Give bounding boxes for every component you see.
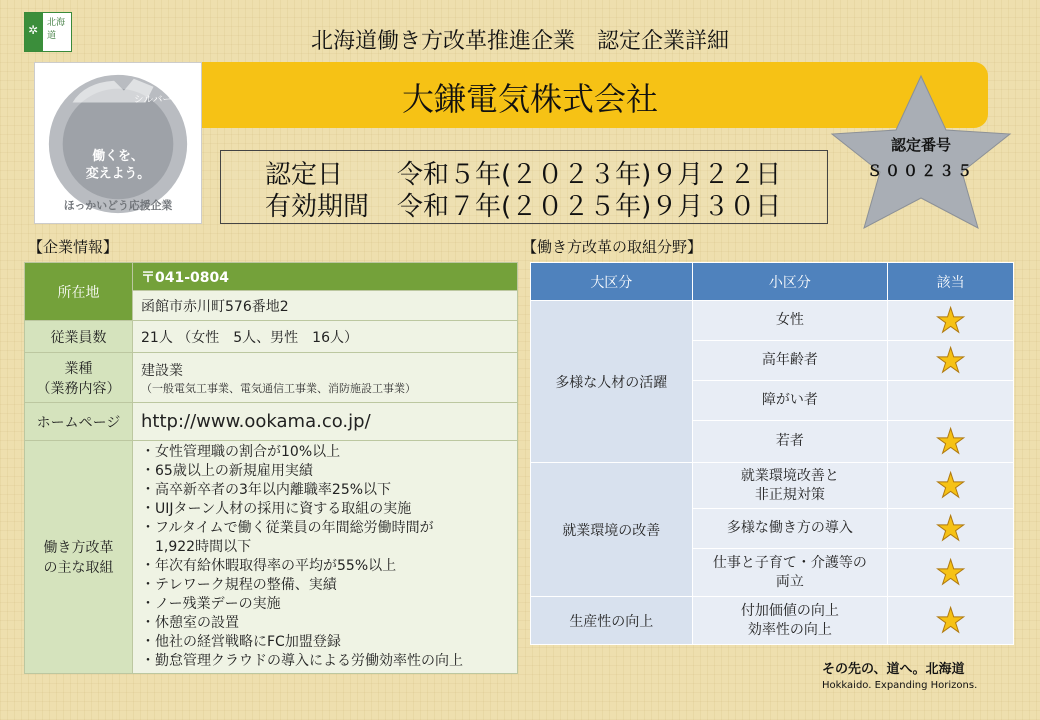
- mark-cell: [888, 597, 1014, 645]
- flag-icon: ✲: [25, 13, 43, 51]
- initiatives-label: [25, 441, 133, 674]
- page-title: 北海道働き方改革推進企業 認定企業詳細: [310, 29, 729, 54]
- minor-row-label: 多様な働き方の導入: [692, 509, 888, 549]
- mark-cell: [888, 509, 1014, 549]
- major-diverse-talent: 多様な人材の活躍: [531, 301, 693, 463]
- initiative-item: ・女性管理職の割合が10%以上: [141, 444, 341, 460]
- industry-label-1: 業種: [64, 360, 93, 377]
- cert-number-badge: [818, 72, 1024, 232]
- silver-emblem: [34, 62, 202, 224]
- col-mark: 該当: [888, 263, 1014, 301]
- industry-label-2: （業務内容）: [36, 380, 121, 397]
- minor-row-label: 障がい者: [692, 381, 888, 421]
- star-icon: ★: [935, 465, 966, 506]
- minor-row-label: 付加価値の向上 効率性の向上: [692, 597, 888, 645]
- initiative-item: ・勤怠管理クラウドの導入による労働効率性の向上: [141, 653, 463, 669]
- emblem-center-text-1: 働くを、: [92, 148, 144, 164]
- initiative-item: ・フルタイムで働く従業員の年間総労働時間が: [141, 520, 434, 536]
- address: 函館市赤川町576番地2: [133, 291, 518, 321]
- mark-cell: [888, 463, 1014, 509]
- emblem-top-text: シルバー: [133, 94, 173, 106]
- major-productivity: 生産性の向上: [531, 597, 693, 645]
- initiative-item: ・ノー残業デーの実施: [141, 596, 281, 612]
- industry-detail: （一般電気工事業、電気通信工事業、消防施設工事業）: [141, 381, 416, 395]
- employees-value: 21人 （女性 5人、男性 16人）: [133, 321, 518, 353]
- location-label: 所在地: [25, 263, 133, 321]
- cert-number-label: 認定番号: [890, 136, 951, 154]
- minor-row-label: 仕事と子育て・介護等の 両立: [692, 549, 888, 597]
- mark-cell: [888, 549, 1014, 597]
- star-icon: ★: [935, 508, 966, 549]
- industry-value-cell: [133, 353, 518, 403]
- emblem-bottom-text: ほっかいどう応援企業: [63, 199, 173, 213]
- logo-label: 北海道: [47, 18, 66, 41]
- initiatives-label-2: の主な取組: [43, 560, 114, 576]
- industry-value: 建設業: [141, 362, 183, 379]
- cert-number-value: Ｓ００２３５: [866, 162, 975, 180]
- company-info-table: [24, 262, 518, 674]
- initiative-item: ・高卒新卒者の3年以内離職率25%以下: [141, 482, 392, 498]
- star-icon: ★: [935, 552, 966, 593]
- certification-box: [220, 150, 828, 224]
- minor-row-label: 高年齢者: [692, 341, 888, 381]
- minor-row-label: 女性: [692, 301, 888, 341]
- initiative-item: 1,922時間以下: [155, 539, 252, 555]
- emblem-center-text-2: 変えよう。: [85, 166, 151, 182]
- initiatives-label-1: 働き方改革: [43, 540, 114, 556]
- homepage-label: ホームページ: [25, 403, 133, 441]
- cert-valid-row: [265, 186, 781, 223]
- mark-cell: [888, 301, 1014, 341]
- initiatives-cell: [133, 441, 518, 674]
- initiative-item: ・65歳以上の新規雇用実績: [141, 463, 313, 479]
- cert-date-label: 認定日: [265, 160, 344, 190]
- footer-english: Hokkaido. Expanding Horizons.: [822, 680, 978, 691]
- major-work-environment: 就業環境の改善: [531, 463, 693, 597]
- initiative-item: ・テレワーク規程の整備、実績: [141, 577, 337, 593]
- star-icon: ★: [935, 600, 966, 641]
- work-reform-table: [530, 262, 1014, 645]
- company-name: 大鎌電気株式会社: [401, 80, 658, 118]
- mark-cell: [888, 341, 1014, 381]
- star-icon: ★: [935, 421, 966, 462]
- employees-label: 従業員数: [25, 321, 133, 353]
- initiatives-list: [141, 441, 517, 673]
- cert-valid-value: 令和７年(２０２５年)９月３０日: [397, 192, 782, 222]
- initiative-item: ・年次有給休暇取得率の平均が55%以上: [141, 558, 397, 574]
- cert-date-value: 令和５年(２０２３年)９月２２日: [397, 160, 782, 190]
- initiative-item: ・UIJターン人材の採用に資する取組の実施: [141, 501, 412, 517]
- minor-row-label: 就業環境改善と 非正規対策: [692, 463, 888, 509]
- cert-valid-label: 有効期間: [265, 192, 370, 222]
- footer-slogan: その先の、道へ。北海道: [822, 662, 965, 677]
- star-icon: ★: [935, 300, 966, 341]
- star-icon: ★: [935, 340, 966, 381]
- mark-cell: [888, 381, 1014, 421]
- initiative-item: ・他社の経営戦略にFC加盟登録: [141, 634, 341, 650]
- col-minor: 小区分: [692, 263, 888, 301]
- minor-row-label: 若者: [692, 421, 888, 463]
- col-major: 大区分: [531, 263, 693, 301]
- industry-label: [25, 353, 133, 403]
- initiative-item: ・休憩室の設置: [141, 615, 239, 631]
- work-reform-heading: 【働き方改革の取組分野】: [522, 238, 703, 256]
- mark-cell: [888, 421, 1014, 463]
- postal-code: 〒041-0804: [133, 263, 518, 291]
- homepage-link[interactable]: http://www.ookama.co.jp/: [133, 403, 518, 441]
- company-info-heading: 【企業情報】: [28, 238, 119, 256]
